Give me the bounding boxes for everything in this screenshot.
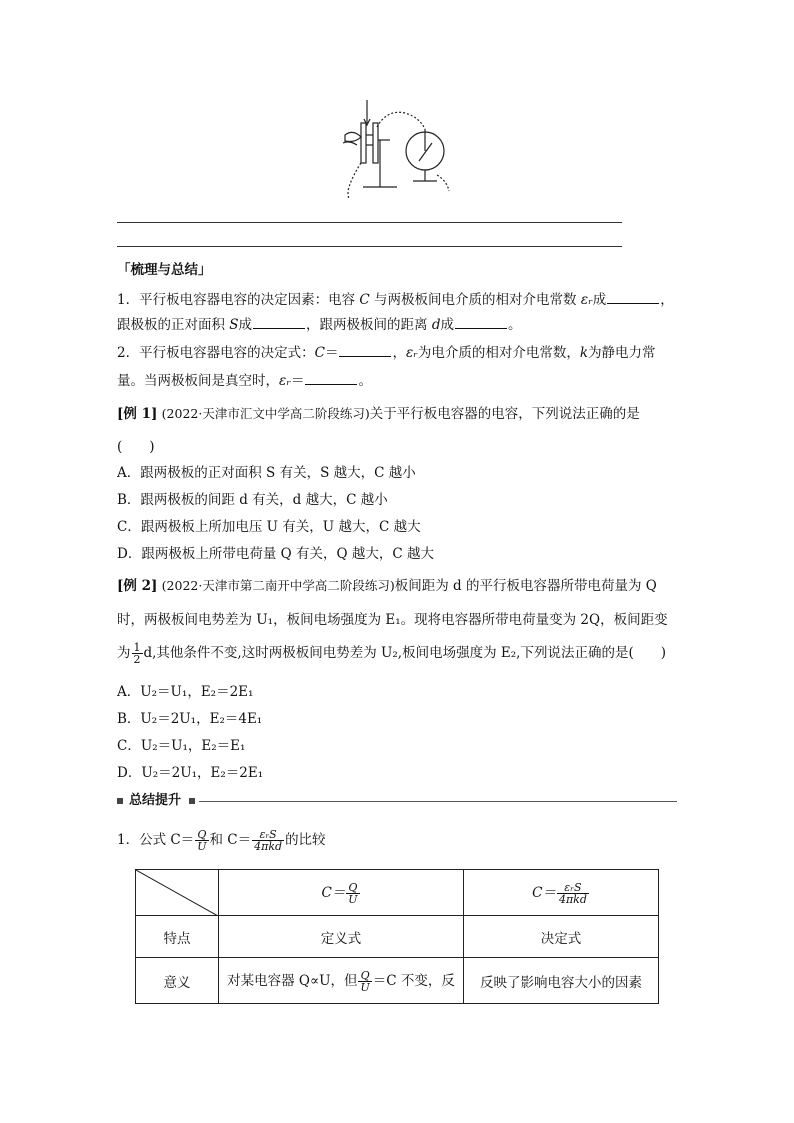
- text: 与两极板间电介质的相对介电常数: [374, 292, 577, 308]
- example-source: (2022·天津市第二南开中学高二阶段练习): [161, 578, 395, 593]
- text: 2．平行板电容器电容的决定式：: [117, 345, 315, 361]
- example-1-paren: ( ): [117, 439, 155, 455]
- diagonal-header-cell: [136, 870, 219, 916]
- text: 为电介质的相对介电常数，: [417, 345, 580, 361]
- text: 的比较: [285, 832, 326, 848]
- diagonal-line: [136, 870, 218, 916]
- fraction-numerator: εᵣS: [252, 829, 284, 841]
- fill-blank[interactable]: [339, 342, 391, 357]
- fraction-denominator: U: [348, 892, 358, 906]
- text: 为: [117, 645, 131, 661]
- text: C＝: [532, 884, 556, 901]
- example-2-stem-line-2: 时，两极板间电势差为 U₁，板间电场强度为 E₁。现将电容器所带电荷量变为 2Q，板间距变: [117, 612, 668, 628]
- fraction-q-over-u: [346, 882, 359, 905]
- text: 成: [238, 317, 253, 333]
- fraction-numerator: εᵣS: [557, 882, 589, 894]
- cell-meaning-1: [219, 958, 464, 1004]
- example-tag: [例 2]: [117, 578, 158, 594]
- fraction-numerator: Q: [346, 882, 359, 894]
- fraction-numerator: Q: [358, 970, 371, 982]
- bullet-square-icon: [189, 798, 195, 804]
- example-2-option-b[interactable]: B．U₂＝2U₁，E₂＝4E₁: [117, 711, 263, 727]
- comparison-title: [117, 826, 326, 854]
- text: 为静电力常: [588, 345, 656, 361]
- answer-line-2: [117, 246, 622, 247]
- comparison-table: [135, 869, 659, 1004]
- text: ＝: [324, 345, 339, 361]
- summary-item-2-line-1: [117, 342, 656, 363]
- fraction-capacitance: [252, 829, 284, 852]
- fill-blank[interactable]: [607, 289, 659, 304]
- text: 成: [440, 317, 454, 333]
- summary-item-2-line-2: [117, 370, 372, 391]
- text: 跟极板的正对面积: [117, 317, 225, 333]
- example-2-option-c[interactable]: C．U₂＝U₁，E₂＝E₁: [117, 738, 246, 754]
- table-row: [136, 916, 659, 958]
- text: ，: [660, 292, 674, 308]
- example-tag: [例 1]: [117, 406, 158, 422]
- capacitor-electrometer-drawing: [335, 95, 460, 205]
- bullet-square-icon: [117, 798, 123, 804]
- text: 。: [508, 317, 522, 333]
- text: 1．公式 C＝: [117, 832, 195, 848]
- fraction-denominator: 2: [133, 653, 141, 666]
- example-source: (2022·天津市汇文中学高二阶段练习): [161, 406, 370, 421]
- heading-rule: [199, 801, 677, 802]
- symbol-c: C: [314, 345, 325, 361]
- fraction-denominator: U: [360, 980, 370, 994]
- symbol-c: C: [359, 292, 370, 308]
- conclusion-heading: 总结提升: [129, 793, 182, 808]
- summary-item-1-line-1: [117, 289, 674, 310]
- example-stem: 关于平行板电容器的电容，下列说法正确的是: [369, 406, 640, 422]
- answer-line-1: [117, 222, 622, 223]
- fraction-capacitance: [557, 882, 589, 905]
- cell-definition: 定义式: [219, 916, 464, 958]
- example-2-stem-line-1: [117, 576, 657, 596]
- symbol-s: S: [229, 317, 239, 333]
- fraction-denominator: 4πkd: [558, 892, 587, 906]
- cell-meaning-2: 反映了影响电容大小的因素: [464, 958, 659, 1004]
- example-stem: 板间距为 d 的平行板电容器所带电荷量为 Q: [394, 578, 657, 594]
- symbol-d: d: [431, 317, 441, 333]
- text: 和 C＝: [209, 832, 252, 848]
- symbol-er: εᵣ: [405, 345, 418, 361]
- table-row: [136, 958, 659, 1004]
- example-2-stem-line-3: [117, 640, 666, 666]
- table-row: [136, 870, 659, 916]
- text: 。: [358, 373, 372, 389]
- fraction-denominator: U: [197, 840, 207, 853]
- text: ，跟两极板间的距离: [306, 317, 428, 333]
- text: C＝: [321, 884, 346, 901]
- example-2-option-a[interactable]: A．U₂＝U₁，E₂＝2E₁: [117, 684, 254, 700]
- example-1-option-d[interactable]: D．跟两极板上所带电荷量 Q 有关，Q 越大，C 越大: [117, 546, 434, 562]
- text: d,其他条件不变,这时两极板间电势差为 U₂,板间电场强度为 E₂,下列说法正确的是( ): [143, 645, 666, 661]
- fraction-q-over-u: [195, 829, 208, 852]
- example-1-option-c[interactable]: C．跟两极板上所加电压 U 有关，U 越大，C 越大: [117, 519, 421, 535]
- fraction-numerator: Q: [195, 829, 208, 841]
- row-label-feature: 特点: [136, 916, 219, 958]
- example-1-stem: [117, 404, 640, 424]
- text: 对某电容器 Q∝U，但: [227, 972, 358, 989]
- row-label-meaning: 意义: [136, 958, 219, 1004]
- fraction-numerator: 1: [133, 641, 141, 654]
- summary-heading: 「梳理与总结」: [117, 262, 212, 278]
- text: ＝: [290, 373, 305, 389]
- text: 1．平行板电容器电容的决定因素：电容: [117, 292, 356, 308]
- text: ，: [392, 345, 406, 361]
- text: 量。当两极板间是真空时，: [117, 373, 279, 389]
- header-formula-1: [219, 870, 464, 916]
- symbol-k: k: [579, 345, 589, 361]
- conclusion-heading-bar: [117, 793, 677, 809]
- example-2-option-d[interactable]: D．U₂＝2U₁，E₂＝2E₁: [117, 765, 264, 781]
- symbol-er: εᵣ: [580, 292, 593, 308]
- symbol-er: εᵣ: [279, 373, 291, 389]
- text: 成: [592, 292, 607, 308]
- fill-blank[interactable]: [305, 370, 357, 385]
- fraction-q-over-u: [358, 970, 371, 993]
- header-formula-2: [464, 870, 659, 916]
- example-1-option-a[interactable]: A．跟两极板的正对面积 S 有关，S 越大，C 越小: [117, 465, 416, 481]
- fill-blank[interactable]: [455, 314, 507, 329]
- cell-determination: 决定式: [464, 916, 659, 958]
- fraction-denominator: 4πkd: [254, 840, 283, 853]
- example-1-option-b[interactable]: B．跟两极板的间距 d 有关，d 越大，C 越小: [117, 492, 388, 508]
- apparatus-illustration: [335, 95, 460, 205]
- text: ＝C 不变，反: [372, 972, 455, 989]
- summary-item-1-line-2: [117, 314, 522, 335]
- fraction-half: [132, 642, 143, 665]
- fill-blank[interactable]: [253, 314, 305, 329]
